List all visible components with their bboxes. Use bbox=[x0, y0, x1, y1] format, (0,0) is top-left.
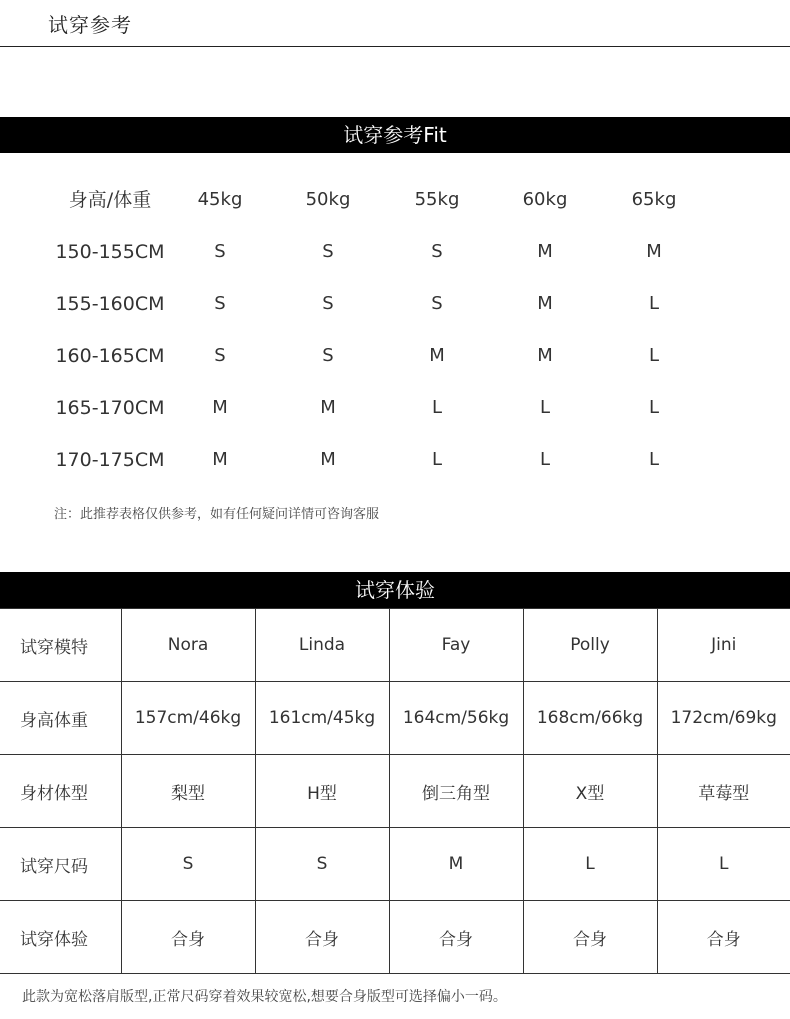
size-chart-row bbox=[0, 278, 790, 330]
height-label: 150-155CM bbox=[55, 241, 165, 263]
size-cell: L bbox=[431, 397, 443, 418]
size-cell: S bbox=[322, 241, 334, 262]
height-weight-cell: 161cm/45kg bbox=[255, 682, 389, 755]
size-cell: L bbox=[648, 293, 660, 314]
tried-size-cell: M bbox=[389, 828, 523, 901]
height-weight-cell: 168cm/66kg bbox=[523, 682, 657, 755]
tryon-banner: 试穿体验 bbox=[0, 572, 790, 608]
experience-cell: 合身 bbox=[389, 901, 523, 974]
size-cell: M bbox=[537, 241, 553, 262]
body-type-cell: 梨型 bbox=[121, 755, 255, 828]
model-name: Linda bbox=[255, 609, 389, 682]
height-weight-cell: 157cm/46kg bbox=[121, 682, 255, 755]
size-chart-note: 注：此推荐表格仅供参考，如有任何疑问详情可咨询客服 bbox=[54, 507, 380, 522]
row-label: 身材体型 bbox=[0, 755, 121, 828]
experience-cell: 合身 bbox=[121, 901, 255, 974]
size-cell: S bbox=[214, 293, 226, 314]
size-cell: M bbox=[429, 345, 445, 366]
page-header bbox=[0, 0, 790, 47]
size-cell: S bbox=[214, 345, 226, 366]
size-chart-row bbox=[0, 434, 790, 486]
height-label: 170-175CM bbox=[55, 449, 165, 471]
size-chart-row bbox=[0, 226, 790, 278]
fit-banner: 试穿参考Fit bbox=[0, 117, 790, 153]
tryon-row-experience bbox=[0, 901, 790, 974]
tryon-row-size bbox=[0, 828, 790, 901]
body-type-cell: 草莓型 bbox=[657, 755, 790, 828]
model-name: Polly bbox=[523, 609, 657, 682]
size-cell: L bbox=[648, 397, 660, 418]
size-cell: M bbox=[320, 397, 336, 418]
experience-cell: 合身 bbox=[523, 901, 657, 974]
experience-cell: 合身 bbox=[255, 901, 389, 974]
weight-header: 60kg bbox=[522, 189, 568, 210]
experience-cell: 合身 bbox=[657, 901, 790, 974]
body-type-cell: 倒三角型 bbox=[389, 755, 523, 828]
size-cell: L bbox=[539, 449, 551, 470]
tried-size-cell: S bbox=[255, 828, 389, 901]
weight-header: 65kg bbox=[631, 189, 677, 210]
body-type-cell: X型 bbox=[523, 755, 657, 828]
model-name: Nora bbox=[121, 609, 255, 682]
weight-header: 50kg bbox=[305, 189, 351, 210]
height-label: 155-160CM bbox=[55, 293, 165, 315]
tried-size-cell: S bbox=[121, 828, 255, 901]
height-label: 165-170CM bbox=[55, 397, 165, 419]
height-weight-cell: 172cm/69kg bbox=[657, 682, 790, 755]
tryon-table bbox=[0, 608, 790, 974]
size-cell: S bbox=[214, 241, 226, 262]
size-chart-row bbox=[0, 330, 790, 382]
size-cell: M bbox=[212, 397, 228, 418]
tryon-row-height-weight bbox=[0, 682, 790, 755]
weight-header: 45kg bbox=[197, 189, 243, 210]
size-cell: M bbox=[320, 449, 336, 470]
size-cell: S bbox=[431, 293, 443, 314]
tryon-row-models bbox=[0, 609, 790, 682]
row-label: 试穿模特 bbox=[0, 609, 121, 682]
fit-advice-note: 此款为宽松落肩版型,正常尺码穿着效果较宽松,想要合身版型可选择偏小一码。 bbox=[22, 989, 507, 1005]
size-cell: L bbox=[431, 449, 443, 470]
corner-label: 身高/体重 bbox=[68, 189, 152, 211]
size-cell: S bbox=[322, 345, 334, 366]
page-title: 试穿参考 bbox=[48, 13, 132, 37]
row-label: 试穿体验 bbox=[0, 901, 121, 974]
size-cell: S bbox=[322, 293, 334, 314]
row-label: 试穿尺码 bbox=[0, 828, 121, 901]
size-cell: L bbox=[539, 397, 551, 418]
body-type-cell: H型 bbox=[255, 755, 389, 828]
tried-size-cell: L bbox=[657, 828, 790, 901]
weight-header: 55kg bbox=[414, 189, 460, 210]
row-label: 身高体重 bbox=[0, 682, 121, 755]
model-name: Jini bbox=[657, 609, 790, 682]
size-cell: L bbox=[648, 449, 660, 470]
size-chart-row bbox=[0, 382, 790, 434]
size-cell: M bbox=[212, 449, 228, 470]
tried-size-cell: L bbox=[523, 828, 657, 901]
height-weight-cell: 164cm/56kg bbox=[389, 682, 523, 755]
size-cell: L bbox=[648, 345, 660, 366]
tryon-row-body-type bbox=[0, 755, 790, 828]
size-cell: M bbox=[646, 241, 662, 262]
size-cell: M bbox=[537, 293, 553, 314]
model-name: Fay bbox=[389, 609, 523, 682]
size-chart-header-row bbox=[0, 174, 790, 226]
size-cell: S bbox=[431, 241, 443, 262]
size-cell: M bbox=[537, 345, 553, 366]
height-label: 160-165CM bbox=[55, 345, 165, 367]
